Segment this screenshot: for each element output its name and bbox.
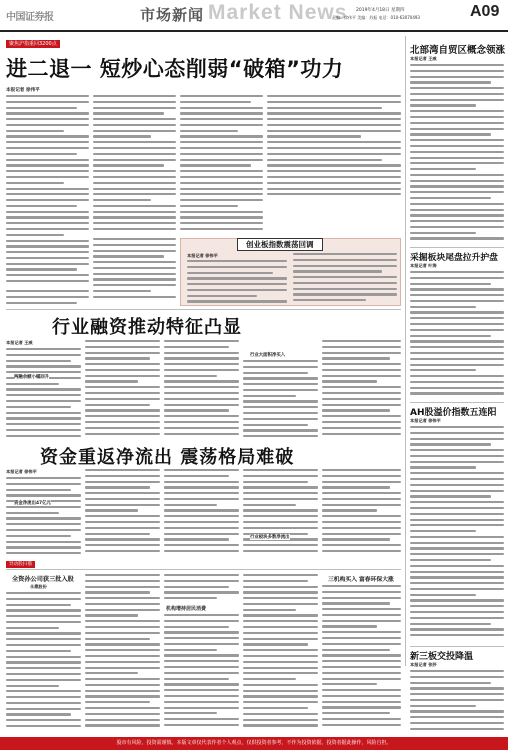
lead-headline: 进二退一 短炒心态削弱“破箱”功力: [6, 57, 344, 81]
financing-column-4: [243, 360, 318, 440]
sidebar-mid-text: [410, 271, 504, 401]
capital-sub2: 行业板块多数净流出: [250, 535, 290, 540]
financing-sub2: 行业大面积净买入: [250, 353, 286, 358]
bottom-col2-title: 机构增持居民消费: [166, 606, 207, 612]
financing-byline: 本报记者 王威: [6, 340, 33, 345]
editor-line: 责编：徐伟平 美编：苏振 电话：010-63070493: [332, 15, 420, 20]
bottom-col3-title: 三机构买入 富春环保大涨: [328, 577, 394, 583]
right-sep-1: [410, 247, 504, 248]
bottom-column-1: [6, 592, 81, 732]
financing-sub1: 两融余额小幅回升: [14, 375, 50, 380]
right-sep-3: [410, 646, 504, 647]
footer-disclaimer: [0, 737, 508, 750]
ah-index-title: AH股溢价指数五连阳: [410, 408, 497, 418]
lead-byline: 本报记者 徐伟平: [6, 88, 40, 93]
kicker-tag: 聚焦沪指重回3200点: [6, 40, 60, 48]
capital-column-1: [6, 477, 81, 557]
capital-byline: 本报记者 徐伟平: [6, 469, 37, 474]
chinext-box-title: 创业板指数震荡回调: [237, 238, 323, 251]
lead-column-1: [6, 95, 89, 290]
masthead-rule: [0, 30, 508, 32]
lead-column-2: [93, 95, 176, 235]
financing-column-3: [164, 340, 239, 440]
date-line: 2019年4月18日 星期四: [356, 8, 405, 13]
bottom-col1-sub: 永鼎股份: [30, 584, 47, 589]
bottom-section-tag: 异动股扫描: [6, 561, 35, 568]
masthead: [0, 0, 508, 38]
ah-index-text: [410, 426, 504, 644]
capital-headline: 资金重返净流出 震荡格局难破: [40, 447, 295, 468]
bottom-column-3: [164, 574, 239, 602]
lead-column-4: [267, 95, 401, 205]
right-column-divider: [405, 36, 406, 666]
sidebar-mid-byline: 本报记者 叶涛: [410, 263, 437, 268]
sidebar-mid-title: 采掘板块尾盘拉升护盘: [410, 253, 498, 263]
financing-column-1: [6, 348, 81, 440]
financing-column-5: [322, 340, 401, 440]
financing-column-2: [85, 340, 160, 440]
financing-headline: 行业融资推动特征凸显: [52, 317, 242, 338]
chinext-box-text-left: [187, 260, 287, 304]
chinext-box-text-right: [293, 253, 397, 304]
northbound-byline: 本报记者 王威: [410, 56, 437, 61]
capital-column-4: [243, 469, 318, 557]
chinext-box: [180, 238, 401, 306]
capital-column-5: [322, 469, 401, 557]
bottom-top-rule: [6, 569, 401, 570]
paper-logo: 中国证券报: [6, 12, 54, 23]
page-number: A09: [470, 3, 500, 20]
right-sep-2: [410, 402, 504, 403]
bottom-column-5: [322, 585, 401, 732]
capital-column-2: [85, 469, 160, 557]
lead-column-1b: [6, 290, 89, 306]
new-third-text: [410, 670, 504, 736]
new-third-byline: 本报记者 张莎: [410, 662, 437, 667]
chinext-box-byline: 本报记者 徐伟平: [187, 253, 218, 258]
lead-column-3: [180, 95, 263, 235]
bottom-col1-title: 全资孙公司获三批入股: [12, 576, 74, 583]
lead-column-2b: [93, 238, 176, 306]
bottom-column-3b: [164, 614, 239, 732]
footer-text: 股市有风险，投资需谨慎。本版文章仅代表作者个人观点，仅供投资者参考，不作为投资依据。投资者据此操作，风险自担。: [116, 740, 392, 746]
northbound-title: 北部湾自贸区概念领涨: [410, 45, 506, 56]
section-title-en: Market News: [208, 1, 348, 24]
capital-column-3: [164, 469, 239, 557]
bottom-column-2: [85, 574, 160, 732]
bottom-column-4: [243, 574, 318, 732]
northbound-text: [410, 64, 504, 244]
capital-sub1: 资金净流出47亿元: [14, 501, 51, 506]
ah-index-byline: 本报记者 徐伟平: [410, 418, 441, 423]
new-third-title: 新三板交投降温: [410, 652, 474, 662]
financing-top-rule: [6, 309, 401, 310]
section-title-cn: 市场新闻: [140, 6, 205, 24]
